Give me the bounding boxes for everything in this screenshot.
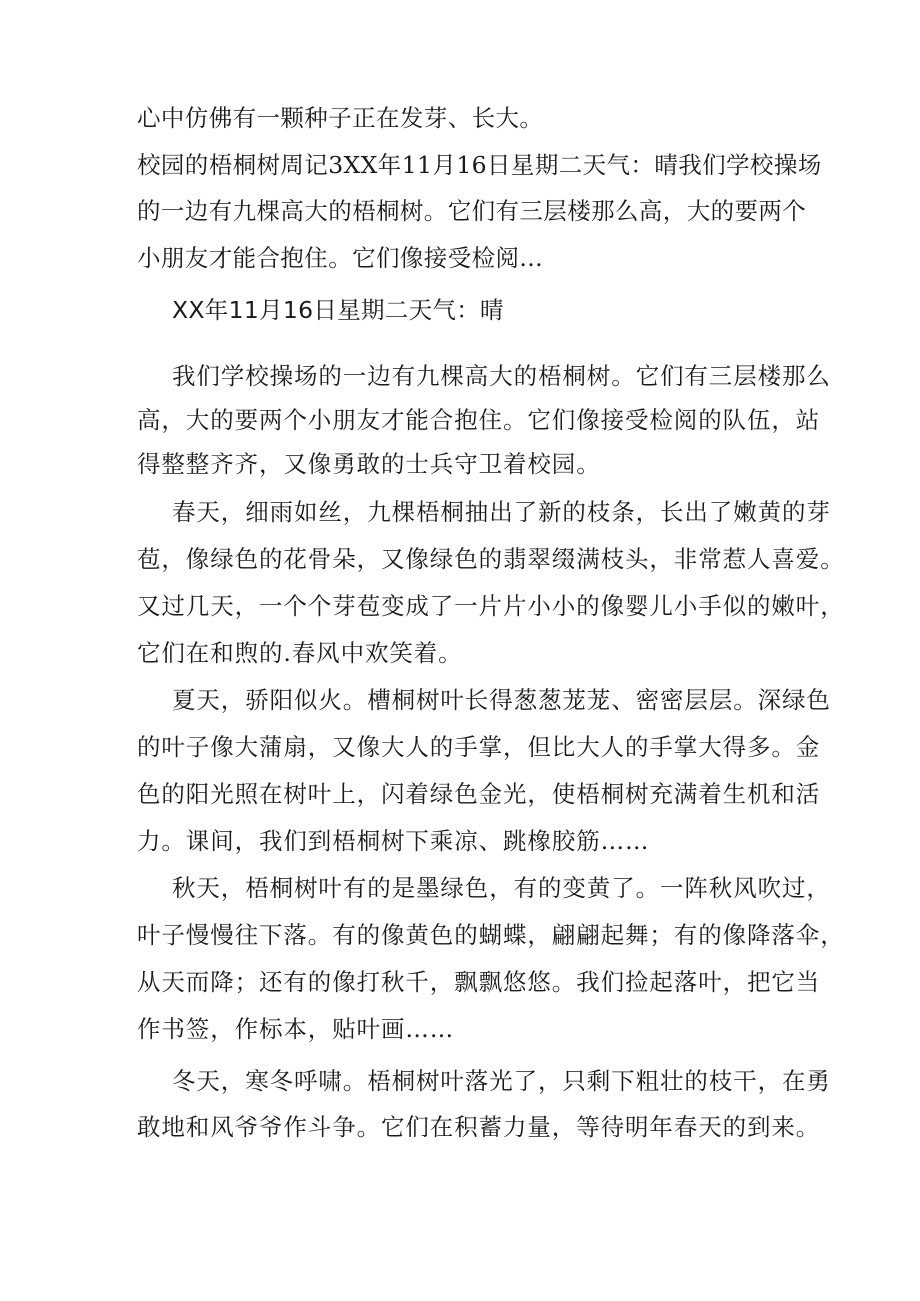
snippet-line: 心中仿佛有一颗种子正在发芽、长大。 — [137, 104, 544, 132]
paragraph-line: 敢地和风爷爷作斗争。它们在积蓄力量，等待明年春天的到来。 — [137, 1113, 821, 1141]
paragraph-line: 又过几天，一个个芽苞变成了一片片小小的像婴儿小手似的嫩叶， — [137, 592, 845, 620]
paragraph-line: 苞，像绿色的花骨朵，又像绿色的翡翠缀满枝头，非常惹人喜爱。 — [137, 545, 845, 573]
paragraph-line: 冬天，寒冬呼啸。梧桐树叶落光了，只剩下粗壮的枝干，在勇 — [172, 1067, 831, 1095]
snippet-line: 的一边有九棵高大的梧桐树。它们有三层楼那么高，大的要两个 — [137, 197, 807, 225]
paragraph-line: 它们在和煦的.春风中欢笑着。 — [137, 639, 463, 667]
paragraph-line: 夏天，骄阳似火。槽桐树叶长得葱葱茏茏、密密层层。深绿色 — [172, 686, 831, 714]
paragraph-line: 春天，细雨如丝，九棵梧桐抽出了新的枝条，长出了嫩黄的芽 — [172, 498, 831, 526]
paragraph-line: 从天而降；还有的像打秋千，飘飘悠悠。我们捡起落叶，把它当 — [137, 968, 821, 996]
paragraph-line: 叶子慢慢往下落。有的像黄色的蝴蝶，翩翩起舞；有的像降落伞， — [137, 921, 845, 949]
snippet-line: 小朋友才能合抱住。它们像接受检阅... — [137, 244, 544, 272]
paragraph-line: 我们学校操场的一边有九棵高大的梧桐树。它们有三层楼那么 — [172, 362, 831, 390]
paragraph-line: 作书签，作标本，贴叶画…… — [137, 1015, 455, 1043]
paragraph-line: 高，大的要两个小朋友才能合抱住。它们像接受检阅的队伍，站 — [137, 406, 821, 434]
paragraph-line: 秋天，梧桐树叶有的是墨绿色，有的变黄了。一阵秋风吹过， — [172, 874, 831, 902]
paragraph-line: 力。课间，我们到梧桐树下乘凉、跳橡胶筋…… — [137, 827, 650, 855]
paragraph-line: 色的阳光照在树叶上，闪着绿色金光，使梧桐树充满着生机和活 — [137, 780, 821, 808]
paragraph-line: 的叶子像大蒲扇，又像大人的手掌，但比大人的手掌大得多。金 — [137, 733, 821, 761]
paragraph-line: 得整整齐齐，又像勇敢的士兵守卫着校园。 — [137, 450, 601, 478]
snippet-line: 校园的梧桐树周记3XX年11月16日星期二天气：晴我们学校操场 — [137, 151, 822, 179]
date-weather-line: XX年11月16日星期二天气：晴 — [172, 296, 504, 324]
